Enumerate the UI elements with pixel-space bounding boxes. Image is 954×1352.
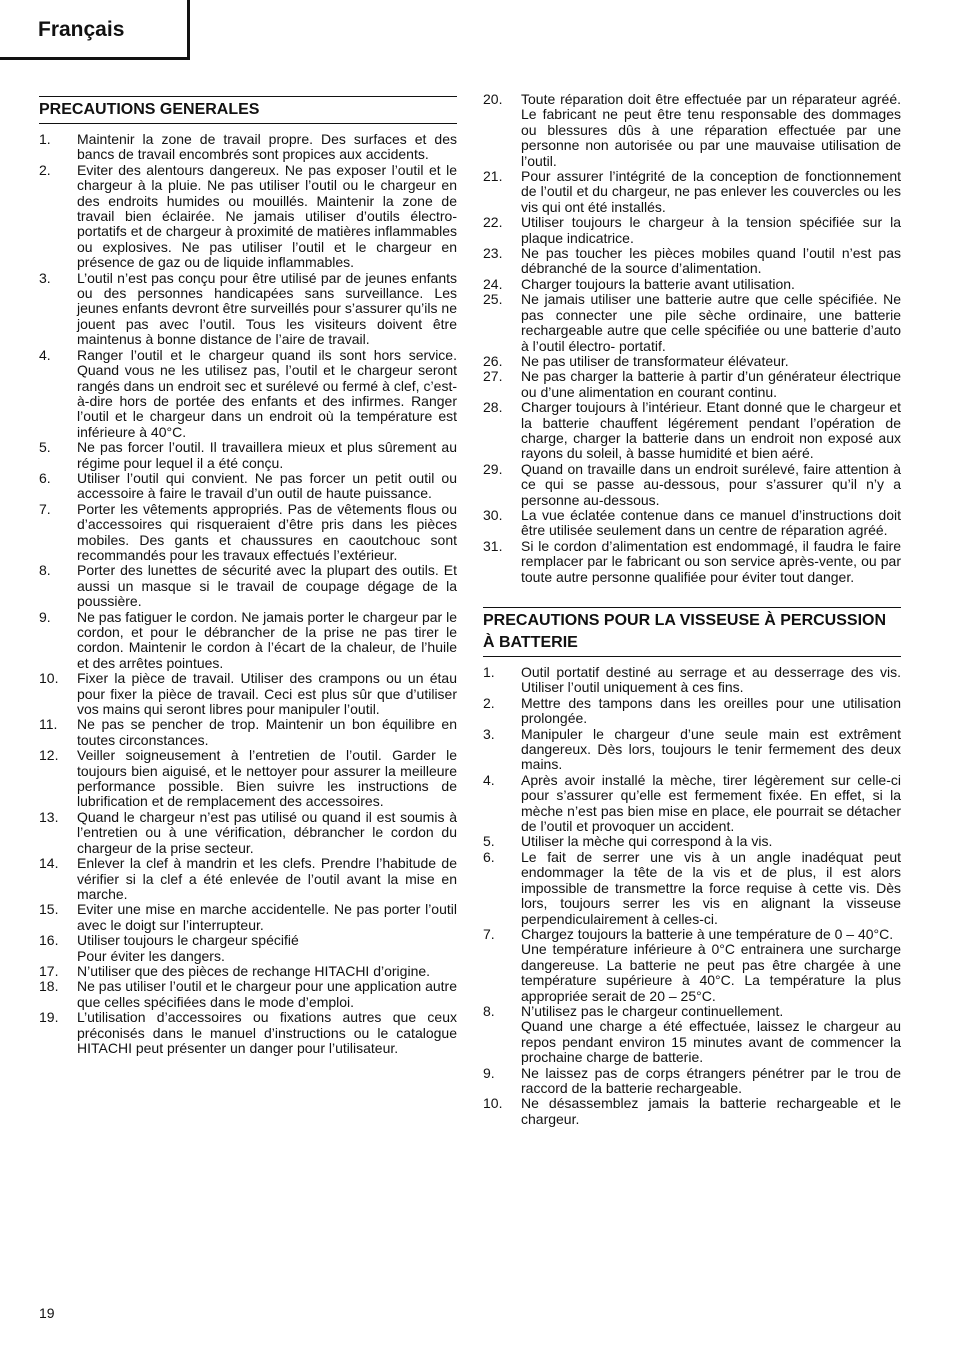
item-number: 5. — [483, 833, 495, 850]
item-number: 17. — [39, 962, 59, 979]
item-text: Manipuler le chargeur d’une seule main est extrêment dangereux. Dès lors, toujours le tenir fermement des deux mains. — [521, 725, 901, 773]
item-text: Utiliser l’outil qui convient. Ne pas forcer un petit outil ou accessoire à faire le travail d’un outil de haute puissance. — [77, 469, 457, 502]
item-number: 6. — [39, 469, 51, 486]
item-text: Pour assurer l’intégrité de la conception de fonctionnement de l’outil et du chargeur, ne pas enlever les couvercles ou les vis qui ont été installés. — [521, 168, 901, 215]
item-number: 14. — [39, 855, 59, 872]
list-item — [39, 810, 457, 856]
item-number: 29. — [483, 460, 503, 477]
item-number: 28. — [483, 399, 503, 416]
item-number: 13. — [39, 808, 59, 825]
section-title-general-precautions: PRECAUTIONS GENERALES — [39, 96, 457, 124]
item-text: Quand le chargeur n’est pas utilisé ou quand il est soumis à l’entretien ou à une vérification, débrancher le cordon du chargeur de la prise secteur. — [77, 808, 457, 856]
item-number: 1. — [483, 664, 495, 680]
general-precautions-list — [39, 132, 457, 1056]
item-text: Ne désassemblez jamais la batterie rechargeable et le chargeur. — [521, 1095, 901, 1127]
item-text: Ne pas utiliser l’outil et le chargeur pour une application autre que celles spécifiées dans le mode d’emploi. — [77, 978, 457, 1010]
item-number: 3. — [483, 725, 495, 742]
item-text: Ne pas utiliser de transformateur élévateur. — [521, 352, 789, 369]
item-text: La vue éclatée contenue dans ce manuel d’instructions doit être utilisée seulement dans un centre de réparation agréé. — [521, 506, 901, 539]
list-item — [483, 369, 901, 400]
page-number: 19 — [39, 1305, 55, 1321]
impact-driver-precautions-list — [483, 665, 901, 1127]
item-number: 25. — [483, 291, 503, 308]
language-label: Français — [38, 18, 125, 41]
list-item — [39, 717, 457, 748]
list-item — [39, 502, 457, 564]
item-text: Si le cordon d’alimentation est endommagé, il faudra le faire remplacer par le fabricant ou son service après-vente, ou par toute autre personne qualifiée pour éviter tout danger. — [521, 537, 901, 585]
list-item — [483, 277, 901, 292]
list-item — [39, 671, 457, 717]
item-text: Quand on travaille dans un endroit surélevé, faire attention à ce qui se passe au-dessous, pour s’assurer qu’il n’y a personne au-dessous. — [521, 460, 901, 508]
item-number: 3. — [39, 269, 51, 286]
item-number: 7. — [39, 500, 51, 517]
language-tab — [0, 0, 190, 60]
list-item — [483, 927, 901, 1004]
item-text: N’utiliser que des pièces de rechange HITACHI d’origine. — [77, 962, 431, 979]
item-number: 9. — [39, 608, 51, 625]
item-text: Chargez toujours la batterie à une température de 0 – 40°C. Une température inférieure à 0°C entrainera une surcharge dangereuse. La batterie ne peut pas être chargée à une température supérieure à 40°C. La température la plus appropriée serait de 20 – 25°C. — [521, 925, 901, 1004]
item-number: 9. — [483, 1064, 495, 1081]
item-number: 19. — [39, 1009, 59, 1026]
list-item — [483, 727, 901, 773]
list-item — [483, 246, 901, 277]
list-item — [483, 665, 901, 696]
list-item — [39, 271, 457, 348]
list-item — [39, 964, 457, 979]
item-number: 20. — [483, 91, 503, 107]
list-item — [483, 1066, 901, 1097]
item-text: Maintenir la zone de travail propre. Des surfaces et des bancs de travail encombrés sont propices aux accidents. — [77, 131, 457, 163]
item-text: Charger toujours à l’intérieur. Etant donné que le chargeur et la batterie chauffent légérement pendant l’opération de charge, charger la batterie dans un endroit non exposé aux rayons du soleil, à basse humidité et bien aéré. — [521, 399, 901, 462]
item-text: Mettre des tampons dans les oreilles pour une utilisation prolongée. — [521, 694, 901, 727]
item-text: Outil portatif destiné au serrage et au desserrage des vis. Utiliser l’outil uniquement à ces fins. — [521, 664, 901, 696]
list-item — [39, 163, 457, 271]
item-text: Ranger l’outil et le chargeur quand ils sont hors service. Quand vous ne les utilisez pas, l’outil et le chargeur seront rangés dans un endroit sec et surélevé ou fermé à clef, c’est-à-dire hors de portée des enfants et des infirmes. Ranger l’outil et le chargeur dans un endroit où la température est inférieure à 40°C. — [77, 346, 457, 440]
list-item — [483, 1096, 901, 1127]
list-item — [39, 563, 457, 609]
list-item — [483, 1004, 901, 1066]
item-number: 10. — [483, 1095, 503, 1112]
item-number: 11. — [39, 716, 58, 733]
item-number: 6. — [483, 848, 495, 865]
item-text: Toute réparation doit être effectuée par un réparateur agréé. Le fabricant ne peut être tenu responsable des dommages ou blessures dûs à une réparation effectuée par une personne non autorisée ou par une mauvaise utilisation de l’outil. — [521, 91, 901, 169]
item-text: Après avoir installé la mèche, tirer légèrement sur celle-ci pour s’assurer qu’elle est fermement fixée. En effet, si la mèche n’est pas bien mise en place, ele pourrait se détacher de l’outil et provoquer un accident. — [521, 771, 901, 835]
item-text: Eviter une mise en marche accidentelle. Ne pas porter l’outil avec le doigt sur l’interrupteur. — [77, 901, 457, 933]
list-item — [483, 292, 901, 354]
item-text: Ne laissez pas de corps étrangers pénétrer par le trou de raccord de la batterie rechargeable. — [521, 1064, 901, 1096]
item-text: Ne jamais utiliser une batterie autre que celle spécifiée. Ne pas connecter une pile sèche ordinaire, une batterie rechargeable autre que celle spécifiée ou une batterie d’auto à l’outil électro- portatif. — [521, 291, 901, 354]
list-item — [39, 471, 457, 502]
item-number: 8. — [483, 1002, 495, 1019]
general-precautions-list-continued — [483, 92, 901, 585]
item-number: 30. — [483, 506, 503, 523]
item-text: Charger toujours la batterie avant utilisation. — [521, 275, 795, 292]
list-item — [39, 902, 457, 933]
list-item — [483, 773, 901, 835]
item-number: 24. — [483, 275, 503, 292]
item-text: Utiliser toujours le chargeur spécifié Pour éviter les dangers. — [77, 932, 299, 964]
list-item — [39, 610, 457, 672]
item-number: 1. — [39, 131, 51, 147]
list-item — [483, 169, 901, 215]
list-item — [483, 850, 901, 927]
item-text: Porter des lunettes de sécurité avec la plupart des outils. Et aussi un masque si le travail de coupage dégage de la poussière. — [77, 562, 457, 610]
list-item — [483, 696, 901, 727]
list-item — [483, 92, 901, 169]
list-item — [39, 440, 457, 471]
section-title-impact-driver-precautions: PRECAUTIONS POUR LA VISSEUSE À PERCUSSION À BATTERIE — [483, 607, 901, 657]
item-text: Le fait de serrer une vis à un angle inadéquat peut endommager la tête de la vis et de plus, il est alors impossible de transmettre la force requise à cette vis. Dès lors, toujours serrer les vis en alignant la visseuse perpendiculairement à celles-ci. — [521, 848, 901, 927]
item-number: 31. — [483, 537, 503, 554]
list-item — [483, 354, 901, 369]
item-text: Fixer la pièce de travail. Utiliser des crampons ou un étau pour fixer la pièce de travail. Ceci est plus sûr que d’utiliser vos mains qui seront libres pour manipuler l’outil. — [77, 670, 457, 718]
item-text: Utiliser toujours le chargeur à la tension spécifiée sur la plaque indicatrice. — [521, 214, 901, 246]
list-item — [483, 400, 901, 462]
item-number: 4. — [39, 346, 51, 363]
item-number: 2. — [39, 161, 51, 178]
item-text: Utiliser la mèche qui correspond à la vis. — [521, 833, 773, 850]
list-item — [39, 979, 457, 1010]
item-text: Ne pas forcer l’outil. Il travaillera mieux et plus sûrement au régime pour lequel il a été conçu. — [77, 439, 457, 471]
item-number: 15. — [39, 901, 59, 918]
item-number: 26. — [483, 352, 503, 369]
item-number: 2. — [483, 694, 495, 711]
list-item — [39, 933, 457, 964]
item-text: Ne pas toucher les pièces mobiles quand l’outil n’est pas débranché de la source d’alimentation. — [521, 245, 901, 277]
item-number: 10. — [39, 670, 59, 687]
list-item — [483, 508, 901, 539]
item-text: L’outil n’est pas conçu pour être utilisé par de jeunes enfants ou des personnes handicapées sans surveillance. Les jeunes enfants devront être surveillés pour s’assurer qu’ils ne jouent pas avec l’outil. Tous les visiteurs doivent être maintenus à bonne distance de l’aire de travail. — [77, 269, 457, 348]
item-text: Ne pas fatiguer le cordon. Ne jamais porter le chargeur par le cordon, et pour le débrancher de la prise ne pas tirer le cordon. Maintenir le cordon à l’écart de la chaleur, de l’huile et des arrêtes pointues. — [77, 608, 457, 671]
item-text: Enlever la clef à mandrin et les clefs. Prendre l’habitude de vérifier si la clef a été enlevée de l’outil avant la mise en marche. — [77, 855, 457, 902]
list-item — [483, 462, 901, 508]
item-number: 23. — [483, 245, 503, 262]
list-item — [39, 348, 457, 440]
list-item — [483, 539, 901, 585]
item-text: Ne pas charger la batterie à partir d’un générateur électrique ou d’une alimentation en courant continu. — [521, 368, 901, 400]
item-number: 7. — [483, 925, 495, 942]
item-text: Ne pas se pencher de trop. Maintenir un bon équilibre en toutes circonstances. — [77, 716, 457, 748]
item-number: 22. — [483, 214, 503, 231]
list-item — [39, 856, 457, 902]
left-column — [39, 96, 457, 1056]
list-item — [39, 132, 457, 163]
item-number: 18. — [39, 978, 59, 995]
item-number: 5. — [39, 439, 51, 456]
item-number: 27. — [483, 368, 503, 385]
item-text: N’utilisez pas le chargeur continuellement. Quand une charge a été effectuée, laissez le chargeur au repos pendant environ 15 minutes avant de commencer la prochaine charge de batterie. — [521, 1002, 901, 1066]
item-text: Porter les vêtements appropriés. Pas de vêtements flous ou d’accessoires qui risqueraient d’être pris dans les pièces mobiles. Des gants et chaussures en caoutchouc sont recommandés pour les travaux effectués l’extérieur. — [77, 500, 457, 563]
list-item — [39, 748, 457, 810]
item-number: 8. — [39, 562, 51, 579]
list-item — [483, 215, 901, 246]
item-number: 16. — [39, 932, 59, 949]
item-text: Eviter des alentours dangereux. Ne pas exposer l’outil et le chargeur à la pluie. Ne pas utiliser l’outil ou le chargeur en des endroits humides ou mouillés. Maintenir la zone de travail bien éclairée. Ne jamais utiliser d’outils électro-portatifs et de chargeur à proximité de matières inflammables ou explosives. Ne pas utiliser l’outil et le chargeur en présence de gaz ou de liquide inflammables. — [77, 161, 457, 271]
item-number: 12. — [39, 747, 59, 764]
item-number: 4. — [483, 771, 495, 788]
list-item — [39, 1010, 457, 1056]
item-number: 21. — [483, 168, 503, 185]
list-item — [483, 834, 901, 849]
item-text: L’utilisation d’accessoires ou fixations autres que ceux préconisés dans le manuel d’instructions ou le catalogue HITACHI peut présenter un danger pour l’utilisateur. — [77, 1009, 457, 1056]
right-column — [483, 92, 901, 1127]
item-text: Veiller soigneusement à l’entretien de l’outil. Garder le toujours bien aiguisé, et le nettoyer pour assurer la meilleure performance possible. Bien suivre les instructions de lubrification et de remplacement des accessoires. — [77, 747, 457, 810]
